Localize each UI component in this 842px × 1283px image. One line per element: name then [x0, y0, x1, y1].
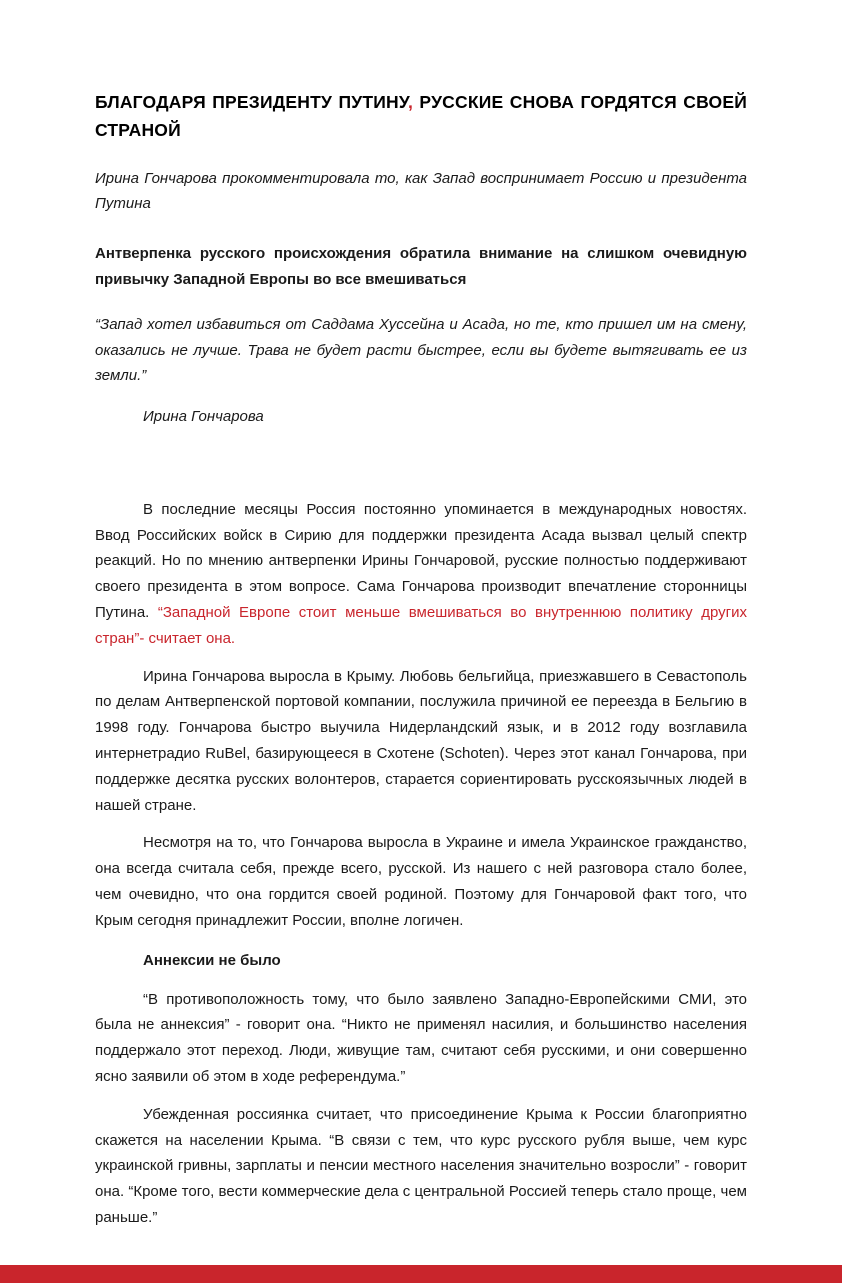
article-title-red-comma: , — [407, 92, 414, 112]
body-paragraph-5: Убежденная россиянка считает, что присоединение Крыма к России благоприятно скажется на населении Крыма. “В связи с тем, что курс русского рубля выше, чем курс украинской гривны, зарплаты и пенсии местного населения значительно возросли” - говорит она. “Кроме того, вести коммерческие дела с центральной Россией теперь стало проще, чем раньше.” — [95, 1105, 747, 1226]
article-title-part1: БЛАГОДАРЯ ПРЕЗИДЕНТУ ПУТИНУ — [95, 92, 408, 112]
body-paragraph-2: Ирина Гончарова выросла в Крыму. Любовь бельгийца, приезжавшего в Севастополь по делам Антверпенской портовой компании, послужила причиной ее переезда в Бельгию в 1998 году. Гончарова быстро выучила Нидерландский язык, и в 2012 году возглавила интернетрадио RuBel, базирующееся в Схотене (Schoten). Через этот канал Гончарова, при поддержке десятка русских волонтеров, старается сориентировать русскоязычных людей в нашей стране. — [95, 667, 747, 814]
section-subheading: Аннексии не было — [143, 951, 281, 969]
article-title-part2: РУССКИЕ СНОВА ГОРДЯТСЯ СВОЕЙ СТРАНОЙ — [95, 92, 747, 141]
article-subtitle: Ирина Гончарова прокомментировала то, как Запад воспринимает Россию и президента Путина — [95, 169, 747, 213]
pull-quote-author: Ирина Гончарова — [143, 408, 264, 426]
paragraph-1-red-quote: “Западной Европе стоит меньше вмешиваться во внутреннюю политику других стран”- считает она. — [95, 603, 747, 647]
body-paragraph-4: “В противоположность тому, что было заявлено Западно-Европейскими СМИ, это была не аннексия” - говорит она. “Никто не применял насилия, и большинство населения поддержало этот переход. Люди, живущие там, считают себя русскими, и они совершенно ясно заявили об этом в ходе референдума.” — [95, 990, 747, 1085]
body-paragraph-3: Несмотря на то, что Гончарова выросла в Украине и имела Украинское гражданство, она всегда считала себя, прежде всего, русской. Из нашего с ней разговора стало более, чем очевидно, что она гордится своей родиной. Поэтому для Гончаровой факт того, что Крым сегодня принадлежит России, вполне логичен. — [95, 834, 747, 929]
paragraph-1-text: В последние месяцы Россия постоянно упоминается в международных новостях. Ввод Российских войск в Сирию для поддержки президента Асада вызвал целый спектр реакций. Но по мнению антверпенки Ирины Гончаровой, русские полностью поддерживают своего президента в этом вопросе. Сама Гончарова производит впечатление сторонницы Путина. — [95, 500, 747, 621]
article-lead: Антверпенка русского происхождения обратила внимание на слишком очевидную привычку Западной Европы во все вмешиваться — [95, 245, 747, 289]
pull-quote: “Запад хотел избавиться от Саддама Хуссейна и Асада, но те, кто пришел им на смену, оказались не лучше. Трава не будет расти быстрее, если вы будете вытягивать ее из земли.” — [95, 315, 747, 385]
article-title — [95, 88, 747, 145]
body-paragraph-1 — [95, 497, 747, 652]
footer-red-bar — [0, 1265, 842, 1283]
